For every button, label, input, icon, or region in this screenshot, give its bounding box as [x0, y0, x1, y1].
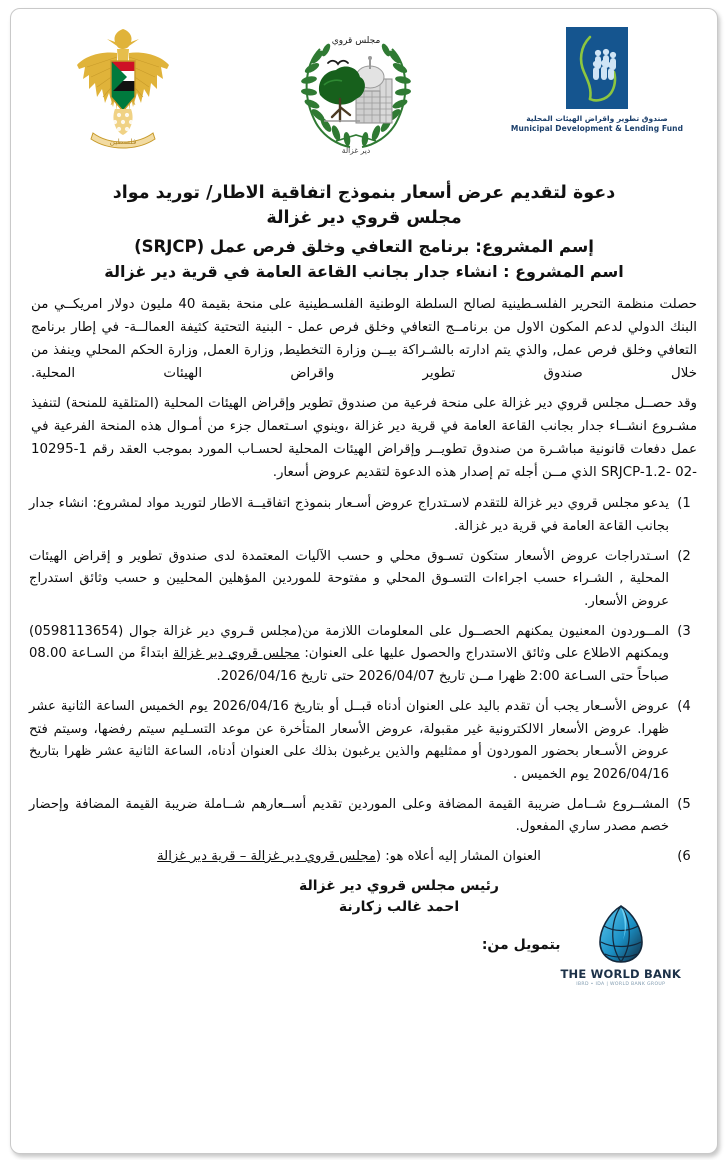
logo-bar: [29, 19, 699, 179]
list-item: [29, 696, 699, 787]
paragraph-grant-background: حصلت منظمة التحرير الفلسـطينية لصالح السلطة الوطنية الفلسـطينية على منحة بقيمة 40 مليون دولار امريكــي من البنك الدولي لدعم المكون الاول من برنامــج التعافي وخلق فرص عمل - البنية التحتية كثيفة العمالــة- في إطار برنامج التعافي وخلق فرص عمل, والذي يتم ادارته بالشـراكة بيــن وزارة التخطيط, وزارة العمل, وزارة الحكم المحلي وينفذ من خلال صندوق تطوير واقراض الهيئات المحلية.: [31, 296, 698, 381]
palestine-flag-shield: [111, 61, 135, 111]
signatory-name: احمد غالب زكارنة: [338, 899, 460, 916]
list-item-number: 4): [677, 698, 691, 714]
world-bank-title: THE WORLD BANK: [560, 966, 681, 981]
list-item: [29, 546, 699, 614]
list-item-text: المشــروع شــامل ضريبة القيمة المضافة وعلى الموردين تقديم أســعارهم شــاملة ضريبة القيمة المضافة وإحضار خصم مصدر ساري المفعول.: [29, 796, 669, 835]
olive-wreath-mosque-icon: [290, 23, 422, 155]
project-name-line: اسم المشروع : انشاء جدار بجانب القاعة العامة في قرية دير غزالة: [104, 262, 624, 282]
final-address-underlined: مجلس قروي دير غزالة – قرية دير غزالة: [157, 849, 376, 865]
address-underlined: مجلس قروي دير غزالة: [172, 646, 300, 662]
council-emblem: [276, 23, 436, 155]
palestine-coat-of-arms: [43, 23, 203, 153]
funding-row: [29, 904, 699, 987]
list-item-number: 6): [677, 849, 691, 865]
paragraph-subgrant-contract: وقد حصــل مجلس قروي دير غزالة على منحة فرعية من صندوق تطوير وإقراض الهيئات المحلية (المتلقية للمنحة) لتنفيذ مشـروع انشــاء جدار بجانب القاعة العامة في قرية دير غزالة ،وينوي اسـتعمال جزء من أمـوال هذه المنحة الفرعية في عمل دفعات قانونية مباشـرة من صندوق تطويــر وإقراض الهيئات المحلية لحسـاب المورد بموجب العقد رقم 1-10295 -02 -SRJCP-1.2 الذي مــن أجله تم إصدار هذه الدعوة لتقديم عروض أسعار.: [31, 396, 697, 481]
signatory-title: رئيس مجلس قروي دير غزالة: [299, 877, 499, 894]
eagle-of-saladin-icon: [71, 23, 175, 153]
list-item: [29, 493, 699, 538]
emblem-top-text: مجلس قروي: [331, 36, 381, 46]
mdlf-mark-icon: [566, 27, 628, 109]
list-item-text: [29, 621, 669, 689]
mdlf-hand-icon: [566, 27, 628, 109]
list-item-text-part1: العنوان المشار إليه أعلاه هو: (: [375, 849, 541, 865]
list-item: [29, 794, 699, 839]
world-bank-logo: [560, 904, 681, 987]
list-item-text: [29, 846, 669, 869]
list-item-text-part2: ابتداءً من السـاعة 08.00 صباحاً حتى السـاعة 2:00 ظهرا مــن تاريخ 2026/04/07 حتى تاريخ 2026/04/16.: [29, 646, 669, 685]
list-item-number: 5): [677, 796, 691, 812]
program-name-line: إسم المشروع: برنامج التعافي وخلق فرص عمل (SRJCP): [134, 236, 594, 256]
intro-body: [29, 293, 699, 484]
list-item-number: 2): [677, 548, 691, 564]
page-title-line-1: دعوة لتقديم عرض أسعار بنموذج اتفاقية الاطار/ توريد مواد: [112, 183, 616, 203]
world-bank-subtitle: IBRD • IDA | WORLD BANK GROUP: [576, 981, 666, 987]
emblem-bottom-text: دير غزالة: [341, 146, 371, 155]
bird-icon: [328, 61, 348, 64]
globe-icon: [594, 904, 648, 966]
footer-block: [29, 876, 699, 996]
list-item: [29, 621, 699, 689]
list-item-text: اسـتدراجات عروض الأسعار ستكون تسـوق محلي و حسب الآليات المعتمدة لدى صندوق تطوير و إقراض الهيئات المحلية , الشـراء حسب اجراءات التسـوق المحلي و مفتوحة للموردين المؤهلين المحليين و حسب وثائق استدراج عروض الأسعار.: [29, 548, 669, 610]
funding-label: بتمويل من:: [481, 937, 561, 954]
mdlf-logo: [509, 23, 685, 133]
conditions-list: [29, 493, 699, 869]
page-title-line-2: مجلس قروي دير غزالة: [266, 207, 462, 228]
eagle-banner-text: فلسطين: [109, 137, 137, 146]
list-item-text: عروض الأسـعار يجب أن تقدم باليد على العنوان أدناه قبــل أو بتاريخ 2026/04/16 يوم الخميس الساعة الثانية عشر ظهرا. عروض الأسعار الالكترونية غير مقبولة، عروض الأسعار المتأخرة عن موعد التسـليم سيتم رفضها، وسيتم فتح عروض الأسـعار بحضور الموردون أو ممثليهم والذين يرغبون بذلك على العنوان أدناه، الساعة الثانية عشر ظهرا بتاريخ 2026/04/16 يوم الخميس .: [29, 698, 669, 782]
mdlf-caption-english: Municipal Development & Lending Fund: [510, 124, 684, 134]
list-item: [29, 846, 699, 869]
list-item-text: يدعو مجلس قروي دير غزالة للتقدم لاسـتدراج عروض أسـعار بنموذج اتفاقيــة الاطار لتوريد مواد لمشروع: انشاء جدار بجانب القاعة العامة في قرية دير غزالة.: [29, 496, 669, 534]
list-item-text-part1: المــوردون المعنيون يمكنهم الحصــول على المعلومات اللازمة من(مجلس قـروي دير غزالة جوال (0598113654) ويمكنهم الاطلاع على وثائق الاستدراج والحصول عليها على العنوان:: [29, 623, 669, 662]
document-frame: [10, 8, 718, 1154]
title-block: [29, 181, 699, 284]
list-item-number: 3): [677, 623, 691, 639]
mdlf-caption-arabic: صندوق تطوير واقراض الهيئات المحلية: [526, 114, 668, 123]
list-item-number: 1): [677, 496, 691, 512]
